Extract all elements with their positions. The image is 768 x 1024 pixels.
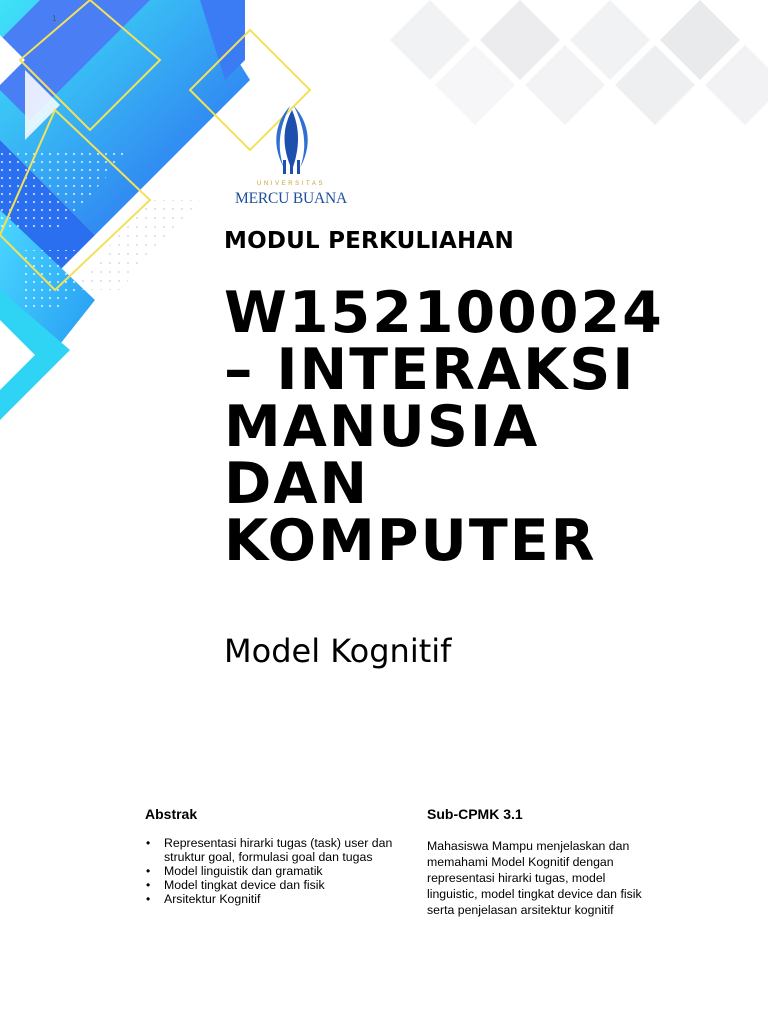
list-item: • Arsitektur Kognitif bbox=[146, 892, 412, 906]
abstract-heading: Abstrak bbox=[145, 806, 198, 822]
list-item: • Model tingkat device dan fisik bbox=[146, 878, 412, 892]
abstract-list bbox=[146, 836, 412, 906]
sub-cpmk-text: Mahasiswa Mampu menjelaskan dan memahami Model Kognitif dengan representasi hirarki tugas, model linguistic, model tingkat device dan fisik serta penjelasan arsitektur kognitif bbox=[427, 839, 642, 917]
course-title-line: – INTERAKSI bbox=[224, 337, 636, 403]
course-title-line: DAN bbox=[224, 451, 370, 517]
list-item: • Model linguistik dan gramatik bbox=[146, 864, 412, 878]
page-number: 1 bbox=[52, 14, 57, 23]
logo-name: MERCU BUANA bbox=[235, 190, 347, 207]
course-title-line: W152100024 bbox=[224, 280, 664, 346]
list-item: • Representasi hirarki tugas (task) user dan struktur goal, formulasi goal dan tugas bbox=[146, 836, 412, 864]
course-title bbox=[224, 280, 764, 574]
grey-tile-pattern bbox=[390, 0, 768, 125]
sub-cpmk-heading: Sub-CPMK 3.1 bbox=[427, 806, 523, 822]
topic-title: Model Kognitif bbox=[224, 632, 452, 670]
course-title-line: KOMPUTER bbox=[224, 508, 597, 574]
course-title-line: MANUSIA bbox=[224, 394, 540, 460]
module-label: MODUL PERKULIAHAN bbox=[224, 228, 514, 254]
logo-university-label: UNIVERSITAS bbox=[256, 181, 326, 187]
